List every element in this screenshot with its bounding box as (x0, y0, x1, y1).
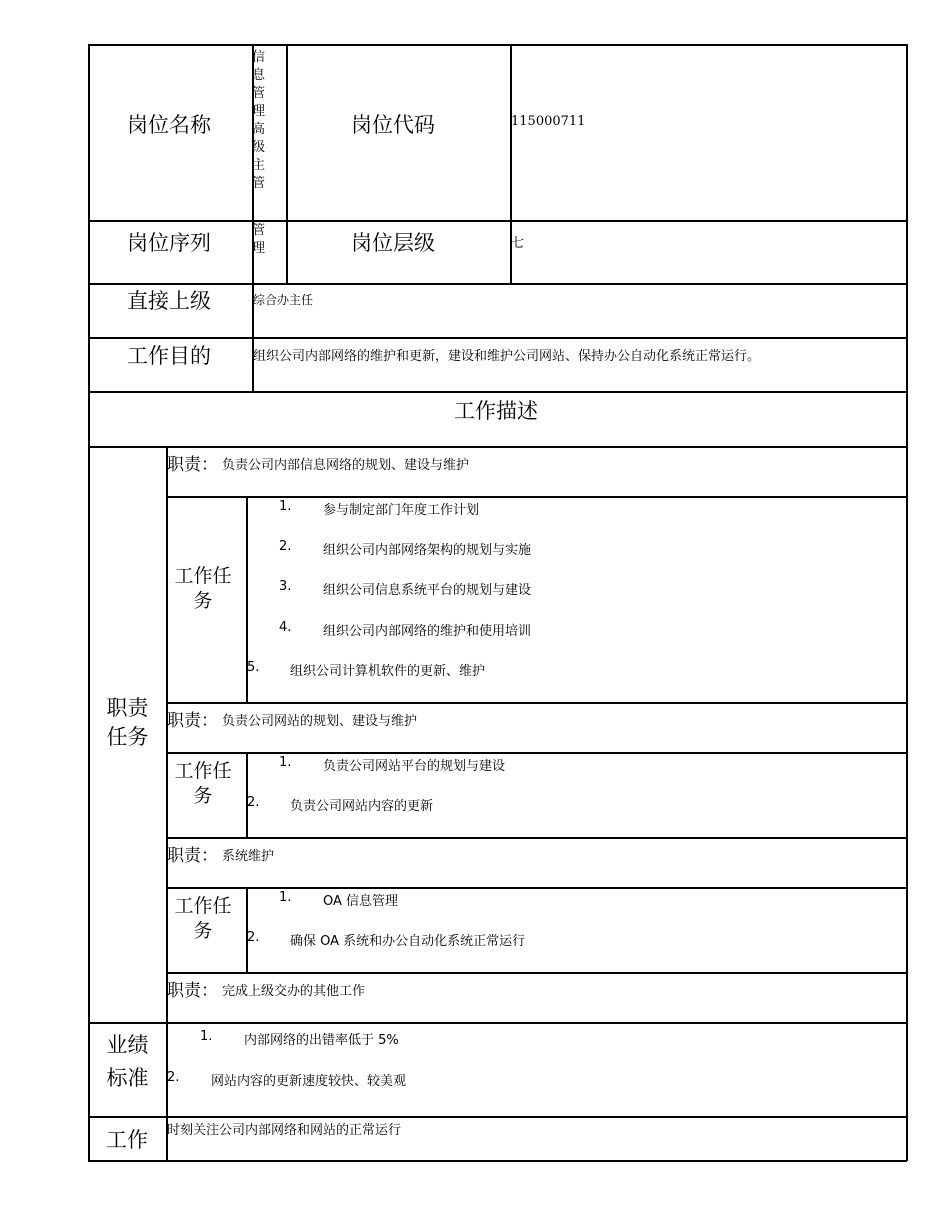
position-name-label: 岗位名称 (127, 113, 211, 137)
task-label: 工作任务 (174, 895, 232, 942)
task-text: 参与制定部门年度工作计划 (323, 503, 480, 518)
row-divider (88, 446, 907, 448)
table-border-left (88, 44, 90, 1161)
row-divider (88, 1022, 907, 1024)
duty-title: 负责公司内部信息网络的规划、建设与维护 (222, 458, 470, 473)
row-divider (88, 1116, 907, 1118)
task-label: 工作任务 (174, 760, 232, 807)
row-divider (88, 337, 907, 339)
task-label: 工作任务 (174, 565, 232, 612)
column-divider (286, 44, 288, 283)
direct-superior-value: 综合办主任 (253, 293, 314, 307)
task-text: 组织公司信息系统平台的规划与建设 (323, 583, 532, 598)
work-purpose-label: 工作目的 (127, 344, 211, 368)
duty-prefix: 职责： (167, 981, 218, 1001)
duty-title: 系统维护 (222, 849, 275, 864)
task-number: 3. (279, 579, 292, 594)
task-text: OA 信息管理 (323, 894, 399, 909)
task-text: 负责公司网站内容的更新 (290, 799, 434, 814)
task-text: 确保 OA 系统和办公自动化系统正常运行 (290, 934, 526, 949)
position-level-label: 岗位层级 (351, 231, 435, 255)
position-sequence-value: 管理 (252, 223, 266, 256)
work-label: 工作 (106, 1128, 148, 1152)
row-divider (166, 496, 907, 498)
row-divider (166, 972, 907, 974)
task-number: 1. (279, 755, 292, 770)
column-divider (166, 446, 168, 1160)
task-number: 5. (247, 660, 260, 675)
position-code-label: 岗位代码 (351, 113, 435, 137)
row-divider (166, 752, 907, 754)
duty-prefix: 职责： (167, 846, 218, 866)
task-text: 组织公司内部网络的维护和使用培训 (323, 624, 532, 639)
performance-number: 1. (200, 1029, 213, 1044)
task-text: 负责公司网站平台的规划与建设 (323, 759, 506, 774)
work-description-title: 工作描述 (454, 399, 538, 423)
row-divider (166, 887, 907, 889)
performance-label: 业绩标准 (106, 1033, 149, 1090)
row-divider (88, 220, 907, 222)
row-divider (166, 702, 907, 704)
duty-prefix: 职责： (167, 455, 218, 475)
row-divider (88, 391, 907, 393)
table-border-bottom (88, 1160, 907, 1162)
row-divider (166, 837, 907, 839)
duty-title: 负责公司网站的规划、建设与维护 (222, 714, 418, 729)
position-sequence-label: 岗位序列 (127, 231, 211, 255)
work-purpose-value: 组织公司内部网络的维护和更新，建设和维护公司网站、保持办公自动化系统正常运行。 (253, 349, 761, 364)
table-border-right (906, 44, 908, 1161)
position-level-value: 七 (511, 236, 525, 251)
task-text: 组织公司计算机软件的更新、维护 (290, 664, 486, 679)
duty-prefix: 职责： (167, 711, 218, 731)
performance-text: 网站内容的更新速度较快、较美观 (211, 1074, 407, 1089)
task-number: 4. (279, 620, 292, 635)
task-number: 2. (247, 795, 260, 810)
performance-text: 内部网络的出错率低于 5% (244, 1033, 399, 1048)
task-number: 1. (279, 890, 292, 905)
task-number: 2. (247, 930, 260, 945)
work-value: 时刻关注公司内部网络和网站的正常运行 (167, 1123, 402, 1138)
task-number: 1. (279, 499, 292, 514)
direct-superior-label: 直接上级 (127, 289, 211, 313)
performance-number: 2. (167, 1070, 180, 1085)
duty-title: 完成上级交办的其他工作 (222, 984, 366, 999)
task-number: 2. (279, 539, 292, 554)
duties-label: 职责任务 (106, 696, 149, 749)
position-name-value: 信息管理高级主管 (252, 50, 266, 191)
task-text: 组织公司内部网络架构的规划与实施 (323, 543, 532, 558)
table-border-top (88, 44, 907, 46)
position-code-value: 115000711 (511, 114, 586, 129)
